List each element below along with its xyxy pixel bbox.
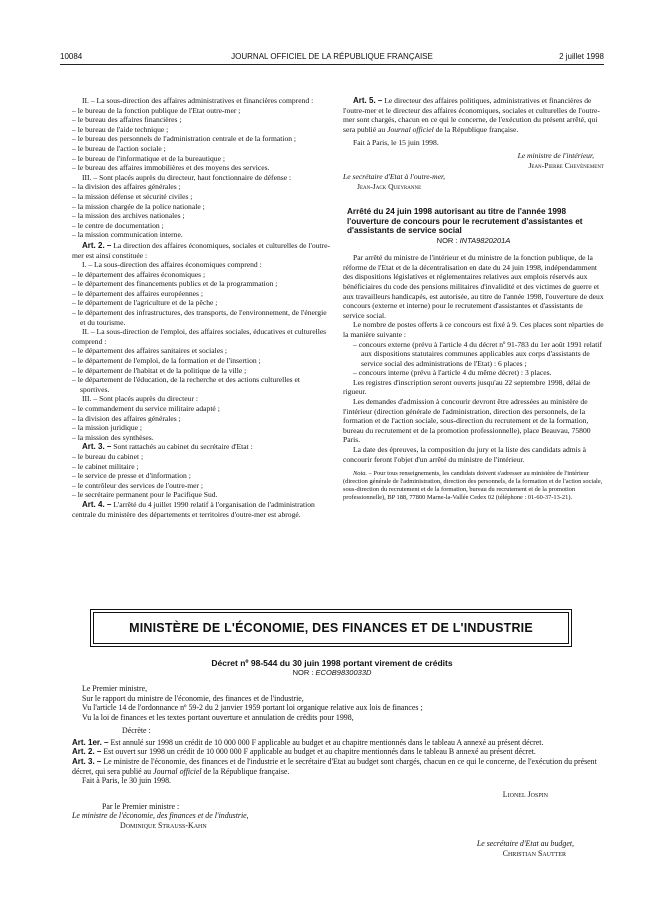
article-2 — [72, 241, 330, 260]
article-text: Le ministre de l'économie, des finances et de l'industrie et le secrétaire d'Etat au budget sont chargés, chacun en ce qui le concerne, de l'exécution du présent décret, qui sera publié au — [72, 756, 597, 776]
list-item: – le bureau du cabinet ; — [72, 451, 144, 461]
article-3 — [72, 442, 330, 452]
signatory-role: Le secrétaire d'Etat au budget, — [476, 838, 574, 848]
nota-label: Nota. — [353, 470, 368, 478]
signed-at: Fait à Paris, le 15 juin 1998. — [353, 138, 439, 148]
paragraph: III. – Sont placés auprès du directeur : — [82, 394, 198, 404]
issue-date: 2 juillet 1998 — [559, 52, 604, 61]
list-item: – le service de presse et d'information ; — [72, 471, 191, 481]
page-number: 10084 — [60, 52, 83, 61]
article-text: Sont rattachés au cabinet du secrétaire d'Etat : — [113, 442, 253, 452]
decret-title: Décret nº 98-544 du 30 juin 1998 portant virement de crédits — [211, 658, 453, 668]
paragraph: Les demandes d'admission à concourir devront être adressées au ministère de l'intérieur (direction générale de l'administration, direction des personnels, de la formation et de l'action sociale, sous-direction du recrutement et de la formation, bureau du recrutement et de la promotion professionnelle), place Beauvau, 75800 Paris. — [343, 397, 591, 445]
article-label: Art. 4. – — [82, 499, 112, 509]
paragraph: Le nombre de postes offerts à ce concours est fixé à 9. Ces places sont réparties de la manière suivante : — [343, 320, 604, 339]
list-item: – le bureau des affaires immobilières et des moyens des services. — [72, 163, 270, 173]
journal-ref: Journal officiel — [153, 766, 202, 776]
article-text: Le directeur des affaires politiques, administratives et financières de l'outre-mer et le directeur des affaires économiques, sociales et culturelles de l'outre-mer sont chargés, chacun en ce qui le concerne, de l'exécution du présent arrêté, qui sera publié au — [343, 96, 600, 134]
arrete-title: Arrêté du 24 juin 1998 autorisant au titre de l'année 1998 l'ouverture de concours pour le recrutement d'assistantes et d'assistants de service social — [347, 207, 583, 236]
list-item: – le bureau de l'action sociale ; — [72, 143, 166, 153]
list-item: – le département des affaires économiques ; — [72, 269, 206, 279]
list-item: – la mission chargée de la police nationale ; — [72, 201, 205, 211]
article-text-end: de la République française. — [203, 766, 290, 776]
signatory-role: Le ministre de l'économie, des finances et de l'industrie, — [72, 811, 249, 821]
list-item: – la mission défense et sécurité civiles ; — [72, 191, 193, 201]
ministry-heading — [93, 612, 569, 644]
list-item: – la mission juridique ; — [72, 423, 143, 433]
list-item: – la mission des synthèses. — [72, 432, 154, 442]
paragraph: Par arrêté du ministre de l'intérieur et du ministre de la fonction publique, de la réforme de l'Etat et de la décentralisation en date du 24 juin 1998, indépendamment des dispositions législatives et réglementaires relatives aux emplois réservés aux bénéficiaires du code des pensions militaires d'invalidité et des victimes de guerre et aux travailleurs handicapés, est autorisée, au titre de l'année 1998, l'ouverture de deux concours (externe et interne) pour le recrutement d'assistantes et d'assistants de service social. — [343, 253, 604, 320]
decret-article-3 — [72, 757, 604, 776]
signatory-name: Jean-Jack Queyranne — [357, 181, 422, 191]
paragraph: I. – La sous-direction des affaires économiques comprend : — [82, 260, 262, 270]
list-item: – le département de l'habitat et de la politique de la ville ; — [72, 365, 247, 375]
left-column — [72, 96, 330, 519]
journal-ref: Journal officiel — [387, 124, 434, 134]
page-header — [60, 52, 604, 64]
signatory-name: Jean-Pierre Chevènement — [528, 160, 604, 170]
list-item: – la division des affaires générales ; — [72, 182, 181, 192]
article-text: Est annulé sur 1998 un crédit de 10 000 000 F applicable au budget et au chapitre mentionnés dans le tableau A annexé au présent décret. — [110, 737, 544, 747]
list-item: – la division des affaires générales ; — [72, 413, 181, 423]
article-label: Art. 3. – — [82, 442, 112, 452]
signatory-name: Lionel Jospin — [502, 790, 548, 800]
decret-body — [72, 684, 604, 858]
list-item: – le bureau de l'aide technique ; — [72, 124, 169, 134]
article-text: Est ouvert sur 1998 un crédit de 10 000 000 F applicable au budget et au chapitre mentionnés dans le tableau B annexé au présent décret. — [103, 747, 536, 757]
list-item: – le département de l'emploi, de la formation et de l'insertion ; — [72, 356, 261, 366]
paragraph: Sur le rapport du ministre de l'économie, des finances et de l'industrie, — [82, 693, 304, 703]
paragraph: II. – La sous-direction des affaires administratives et financières comprend : — [82, 96, 314, 105]
ministry-title: MINISTÈRE DE L'ÉCONOMIE, DES FINANCES ET DE L'INDUSTRIE — [129, 621, 533, 635]
article-4 — [72, 500, 330, 519]
nor-value: ECOB9830033D — [315, 668, 372, 677]
list-item: – le département des financements publics et de la programmation ; — [72, 279, 278, 289]
paragraph: Vu la loi de finances et les textes portant ouverture et annulation de crédits pour 1998, — [82, 713, 354, 723]
signed-at: Fait à Paris, le 30 juin 1998. — [82, 776, 171, 786]
list-item: – le centre de documentation ; — [72, 220, 164, 230]
article-label: Art. 2. – — [72, 747, 102, 757]
article-text: L'arrêté du 4 juillet 1990 relatif à l'organisation de l'administration centrale du ministère des départements et territoires d'outre-mer est abrogé. — [72, 499, 315, 519]
nor-label: NOR : — [436, 235, 458, 245]
nota-text: – Pour tous renseignements, les candidats doivent s'adresser au ministère de l'intérieur (direction générale de l'administration, direction des personnels, de la formation et de l'action sociale, sous-direction du recrutement et de la formation, bureau du recrutement et de la promotion professionnelle), BP 188, 77800 Marne-la-Vallée Cedex 02 (téléphone : 01-60-37-13-21). — [343, 470, 603, 502]
article-label: Art. 1er. – — [72, 737, 109, 747]
paragraph: La date des épreuves, la composition du jury et la liste des candidats admis à concourir feront l'objet d'un arrêté du ministre de l'intérieur. — [343, 445, 587, 464]
list-item: – la mission des archives nationales ; — [72, 211, 185, 221]
article-label: Art. 2. – — [82, 240, 112, 250]
article-label: Art. 5. – — [353, 96, 383, 105]
paragraph: Les registres d'inscription seront ouverts jusqu'au 22 septembre 1998, délai de rigueur. — [343, 377, 591, 397]
paragraph: Le Premier ministre, — [82, 684, 148, 693]
article-text: La direction des affaires économiques, sociales et culturelles de l'outre-mer est ainsi constituée : — [72, 240, 330, 260]
list-item: – le département des affaires européennes ; — [72, 288, 204, 298]
list-item: – concours interne (prévu à l'article 4 du même décret) : 3 places. — [353, 368, 552, 378]
header-rule — [60, 64, 604, 65]
list-item: – le bureau de la fonction publique de l'Etat outre-mer ; — [72, 105, 241, 115]
list-item: – la mission communication interne. — [72, 230, 183, 240]
paragraph: III. – Sont placés auprès du directeur, haut fonctionnaire de défense : — [82, 172, 292, 182]
list-item: – le département de l'éducation, de la recherche et des actions culturelles et sportives. — [72, 375, 301, 394]
signatory-role: Le ministre de l'intérieur, — [517, 150, 594, 160]
article-5 — [343, 96, 604, 134]
list-item: – le cabinet militaire ; — [72, 461, 139, 471]
decret-nor — [60, 668, 604, 677]
nor-label: NOR : — [292, 668, 314, 677]
list-item: – le département des infrastructures, des transports, de l'environnement, de l'énergie et du tourisme. — [72, 308, 327, 327]
right-column — [343, 96, 604, 502]
list-item: – le département des affaires sanitaires et sociales ; — [72, 346, 228, 356]
list-item: – le contrôleur des services de l'outre-mer ; — [72, 480, 204, 490]
decret-article-2 — [72, 747, 604, 757]
list-item: – le bureau de l'informatique et de la bureautique ; — [72, 153, 225, 163]
decrete: Décrète : — [122, 725, 151, 735]
list-item: – le département de l'agriculture et de la pêche ; — [72, 298, 218, 308]
list-item: – le commandement du service militaire adapté ; — [72, 404, 220, 413]
list-item: – le secrétaire permanent pour le Pacifique Sud. — [72, 490, 218, 500]
nor-line — [343, 236, 604, 246]
list-item: – le bureau des personnels de l'administration centrale et de la formation ; — [72, 134, 297, 144]
list-item: – concours externe (prévu à l'article 4 du décret nº 91-783 du 1er août 1991 relatif aux dispositions statutaires communes applicables aux corps d'assistants de service social des administrations de l'Etat) : 6 places ; — [353, 339, 602, 368]
list-item: – le bureau des affaires financières ; — [72, 115, 182, 125]
paragraph: Vu l'article 14 de l'ordonnance nº 59-2 du 2 janvier 1959 portant loi organique relative aux lois de finances ; — [82, 703, 423, 713]
decret-article-1 — [72, 738, 604, 748]
article-label: Art. 3. – — [72, 756, 102, 766]
nota — [343, 470, 604, 502]
signatory-name: Christian Sautter — [502, 848, 566, 858]
article-text-end: de la République française. — [435, 124, 519, 134]
signatory-name: Dominique Strauss-Kahn — [120, 821, 207, 831]
journal-title: JOURNAL OFFICIEL DE LA RÉPUBLIQUE FRANÇAISE — [231, 52, 433, 61]
nor-value: INTA9820201A — [459, 235, 511, 245]
by-prime-minister: Par le Premier ministre : — [102, 801, 180, 811]
signatory-role: Le secrétaire d'Etat à l'outre-mer, — [343, 172, 446, 182]
paragraph: II. – La sous-direction de l'emploi, des affaires sociales, éducatives et culturelles comprend : — [72, 327, 327, 346]
